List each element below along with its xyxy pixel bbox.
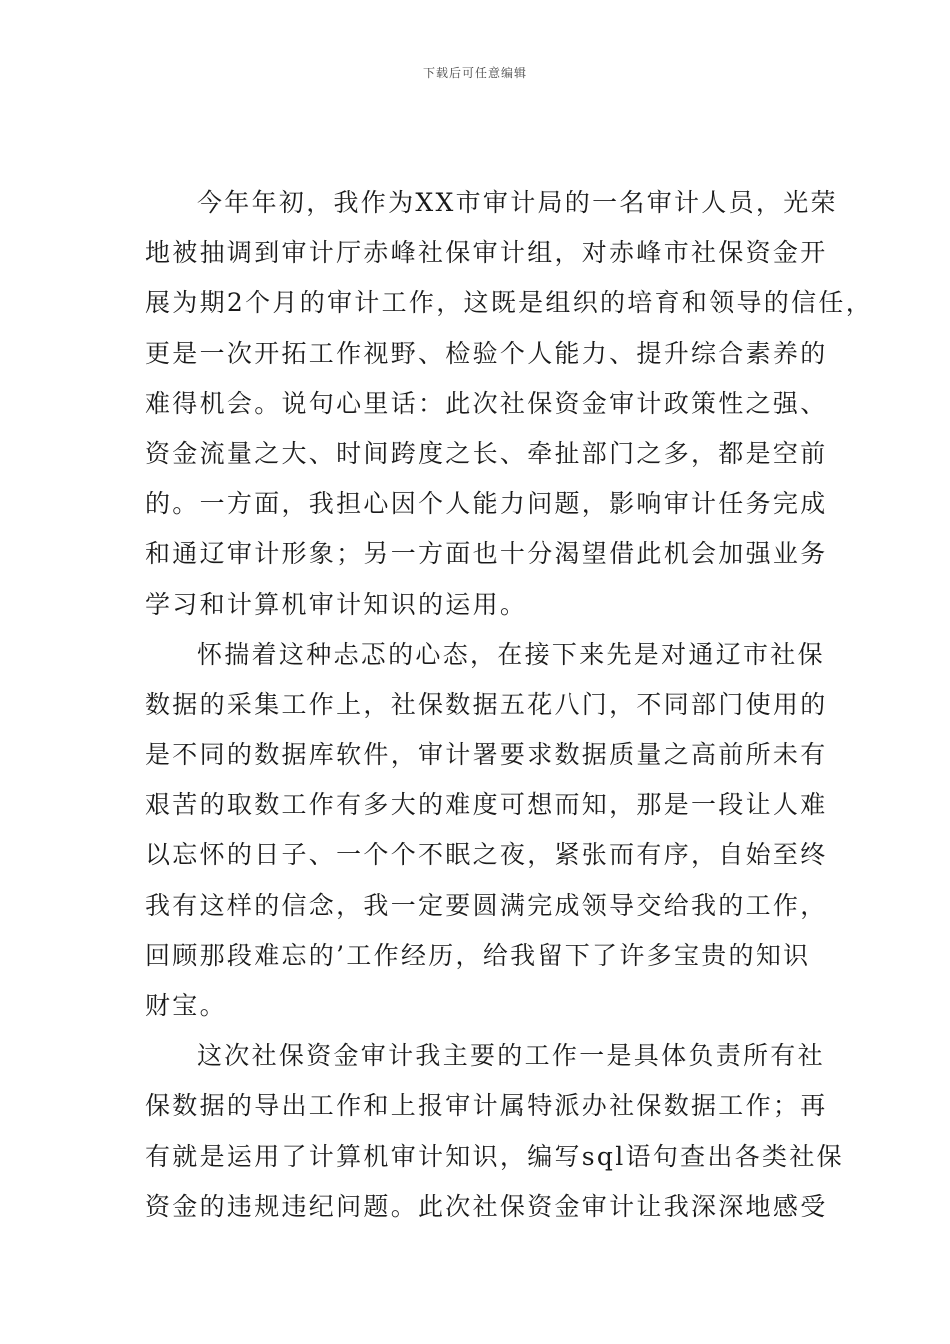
text-line: 我有这样的信念，我一定要圆满完成领导交给我的工作，: [145, 890, 828, 920]
text-line: 地被抽调到审计厅赤峰社保审计组，对赤峰市社保资金开: [145, 238, 828, 268]
text-line: 更是一次开拓工作视野、检验个人能力、提升综合素养的: [145, 338, 828, 368]
paragraph-1: [145, 178, 874, 630]
text-line: 今年年初，我作为XX市审计局的一名审计人员，光荣: [197, 188, 838, 217]
text-line: 展为期2个月的审计工作，这既是组织的培育和领导的信任，: [145, 288, 874, 318]
text-line: 以忘怀的日子、一个个不眠之夜，紧张而有序，自始至终: [145, 840, 828, 870]
text-line: 资金流量之大、时间跨度之长、牵扯部门之多，都是空前: [145, 438, 828, 468]
text-line: 难得机会。说句心里话：此次社保资金审计政策性之强、: [145, 388, 828, 418]
text-line: 财宝。: [145, 991, 227, 1020]
text-line: 保数据的导出工作和上报审计属特派办社保数据工作；再: [145, 1091, 828, 1121]
text-line: 怀揣着这种忐忑的心态，在接下来先是对通辽市社保: [197, 639, 825, 669]
text-line: 数据的采集工作上，社保数据五花八门，不同部门使用的: [145, 689, 828, 719]
text-line: 有就是运用了计算机审计知识，编写sql语句查出各类社保: [145, 1141, 844, 1171]
text-line: 艰苦的取数工作有多大的难度可想而知，那是一段让人难: [145, 790, 828, 820]
text-line: 回顾那段难忘的’工作经历，给我留下了许多宝贵的知识: [145, 940, 811, 970]
text-line: 是不同的数据库软件，审计署要求数据质量之高前所未有: [145, 740, 828, 770]
paragraph-3: [145, 1031, 844, 1232]
text-line: 学习和计算机审计知识的运用。: [145, 589, 528, 619]
text-line: 的。一方面，我担心因个人能力问题，影响审计任务完成: [145, 489, 828, 519]
text-line: 和通辽审计形象；另一方面也十分渴望借此机会加强业务: [145, 539, 828, 569]
paragraph-2: [145, 630, 828, 1032]
text-line: 资金的违规违纪问题。此次社保资金审计让我深深地感受: [145, 1191, 828, 1221]
text-line: 这次社保资金审计我主要的工作一是具体负责所有社: [197, 1041, 825, 1071]
document-body: [145, 178, 874, 1232]
page-header-note: 下载后可任意编辑: [422, 66, 527, 80]
